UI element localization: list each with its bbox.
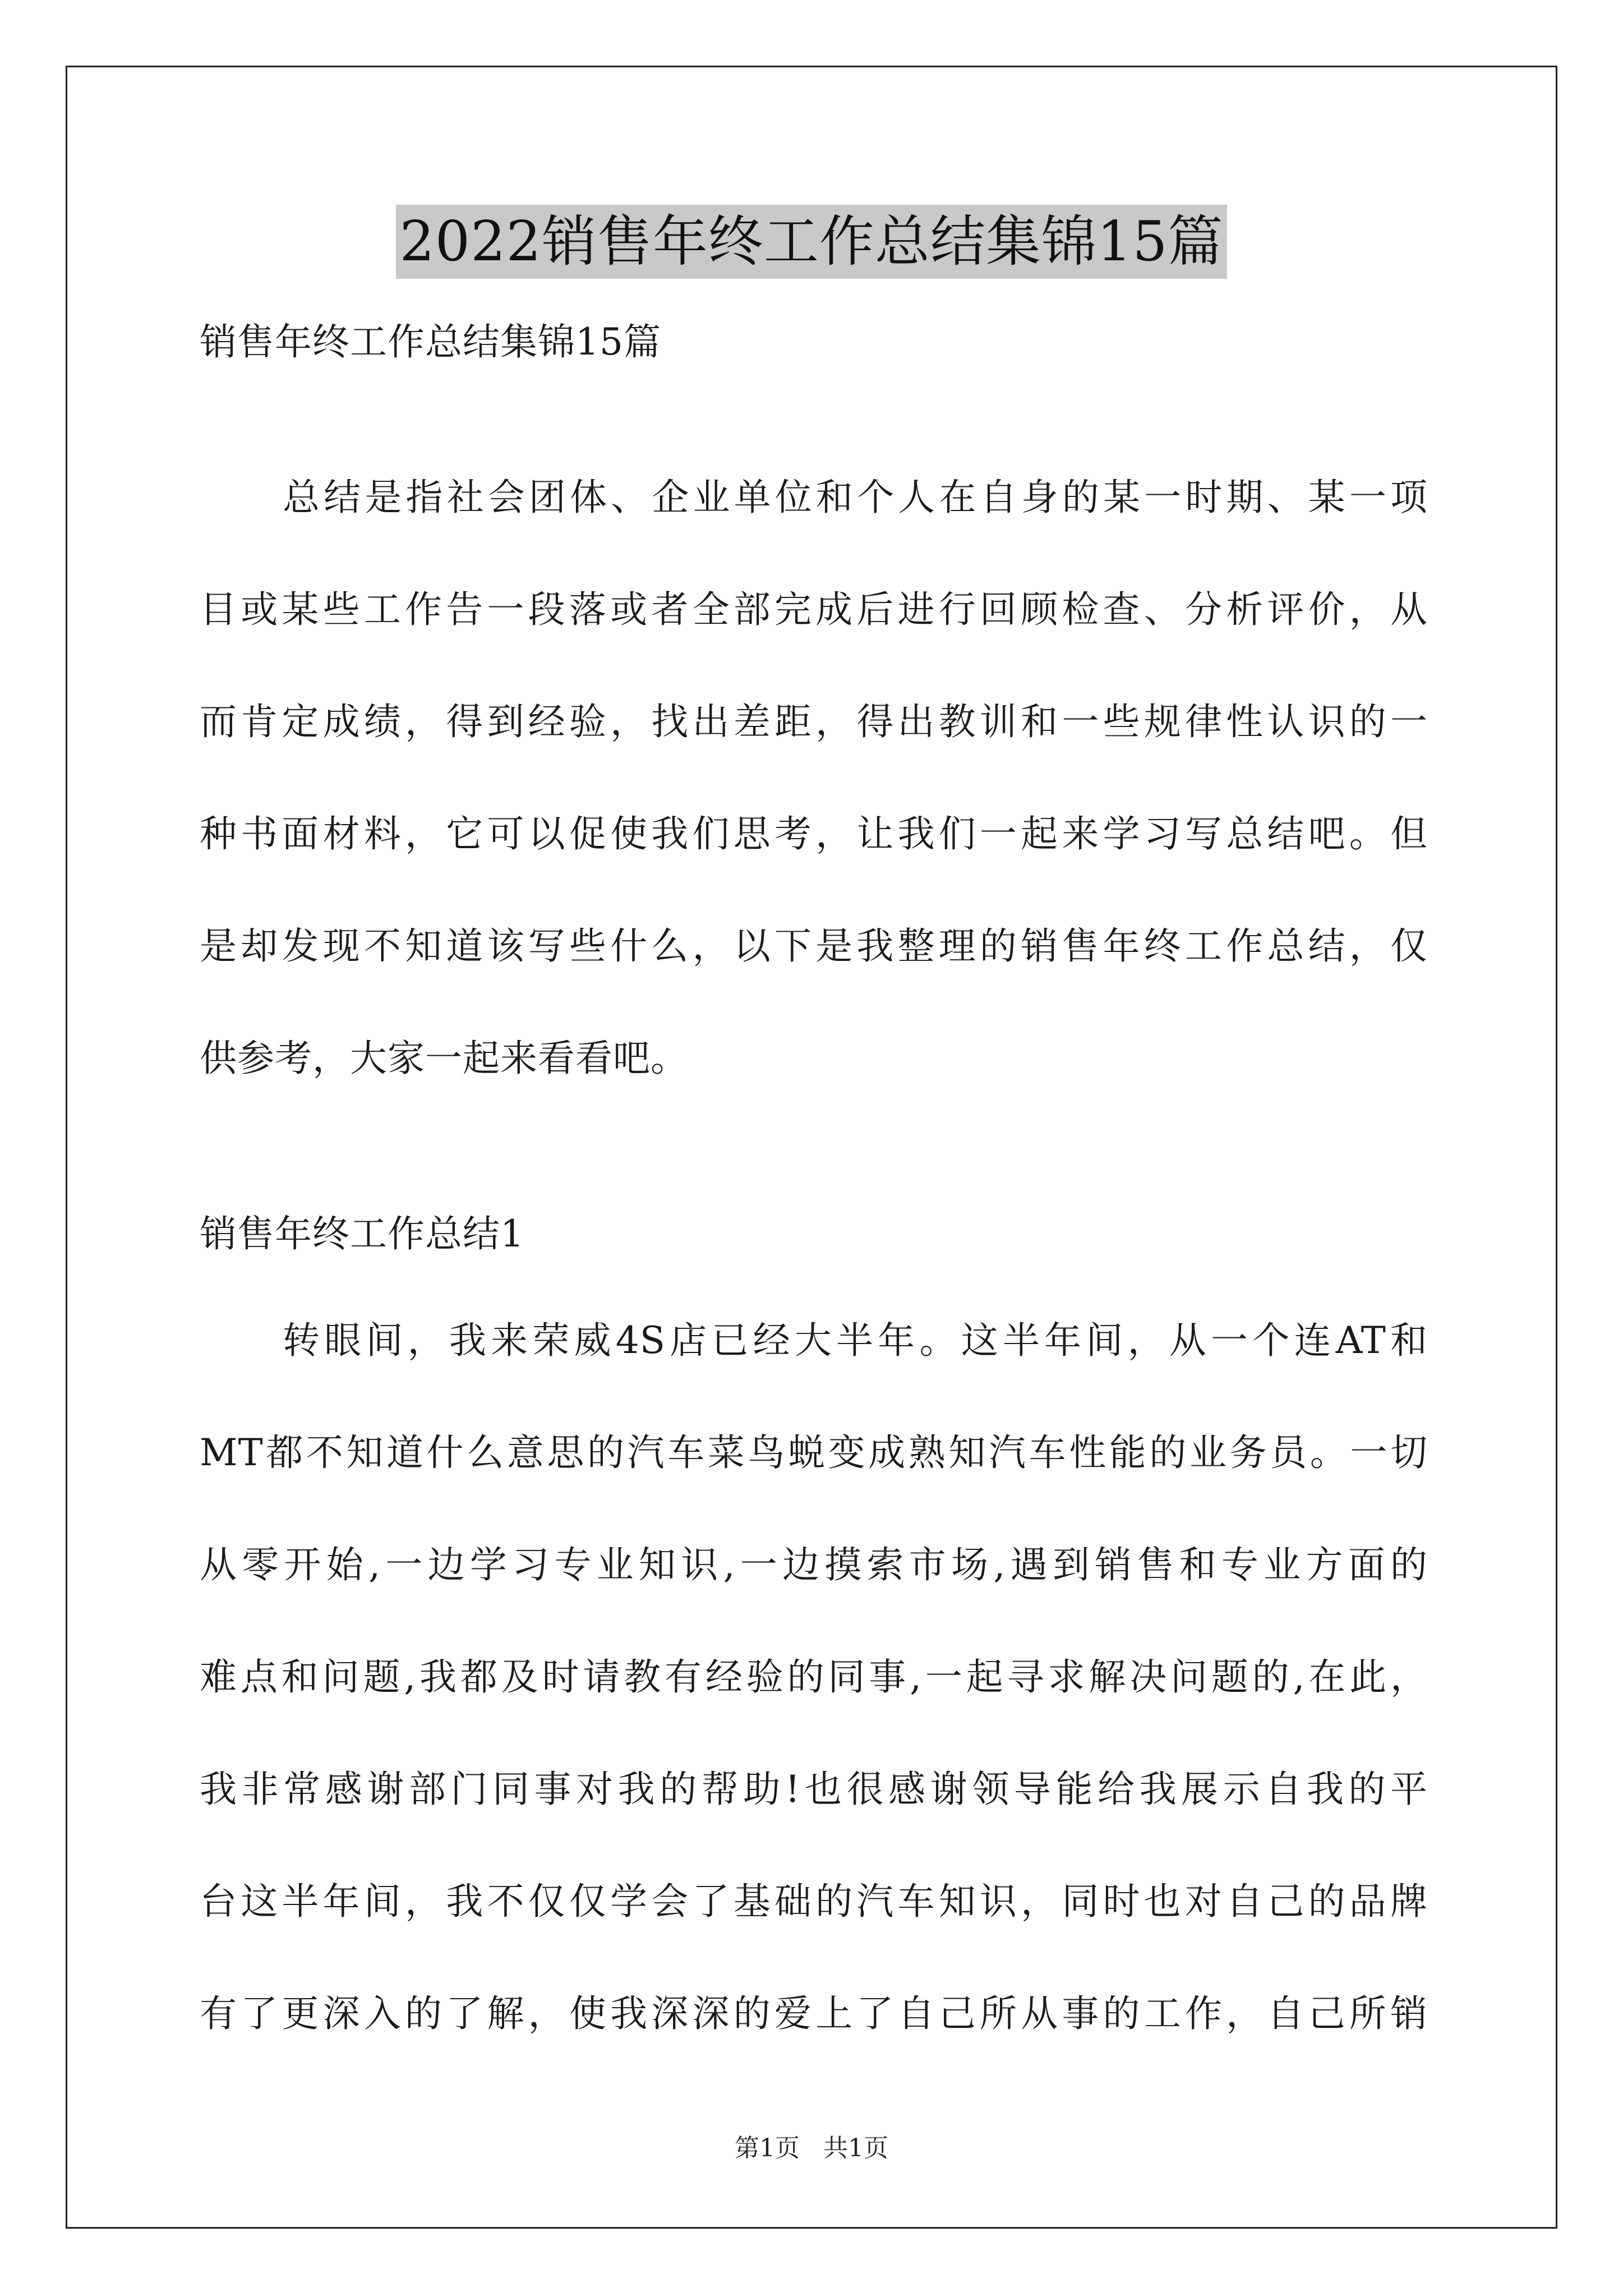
section-heading: 销售年终工作总结1 [200,1212,524,1255]
title-container [0,205,1623,279]
paragraph-line: 难点和问题,我都及时请教有经验的同事,一起寻求解决问题的,在此， [200,1655,1428,1699]
intro-paragraph [200,441,1428,1115]
paragraph-line: 台这半年间，我不仅仅学会了基础的汽车知识，同时也对自己的品牌 [200,1880,1428,1923]
paragraph-line: MT都不知道什么意思的汽车菜鸟蜕变成熟知汽车性能的业务员。一切 [200,1431,1428,1474]
paragraph-line: 种书面材料，它可以促使我们思考，让我们一起来学习写总结吧。但 [200,812,1428,855]
paragraph-line: 供参考，大家一起来看看吧。 [200,1037,688,1080]
document-subtitle: 销售年终工作总结集锦15篇 [200,320,661,364]
paragraph-line: 是却发现不知道该写些什么，以下是我整理的销售年终工作总结，仅 [200,924,1428,968]
paragraph-line: 而肯定成绩，得到经验，找出差距，得出教训和一些规律性认识的一 [200,700,1428,743]
document-title: 2022销售年终工作总结集锦15篇 [396,205,1227,279]
paragraph-line: 有了更深入的了解，使我深深的爱上了自己所从事的工作，自己所销 [200,1992,1428,2035]
section-paragraph [200,1285,1428,2070]
paragraph-line: 总结是指社会团体、企业单位和个人在自身的某一时期、某一项 [283,476,1428,519]
paragraph-line: 我非常感谢部门同事对我的帮助!也很感谢领导能给我展示自我的平 [200,1768,1428,1811]
paragraph-line: 转眼间，我来荣威4S店已经大半年。这半年间，从一个连AT和 [283,1319,1428,1362]
paragraph-line: 目或某些工作告一段落或者全部完成后进行回顾检查、分析评价，从 [200,588,1428,631]
paragraph-line: 从零开始,一边学习专业知识,一边摸索市场,遇到销售和专业方面的 [200,1543,1428,1586]
page-footer: 第1页 共1页 [735,2134,888,2162]
